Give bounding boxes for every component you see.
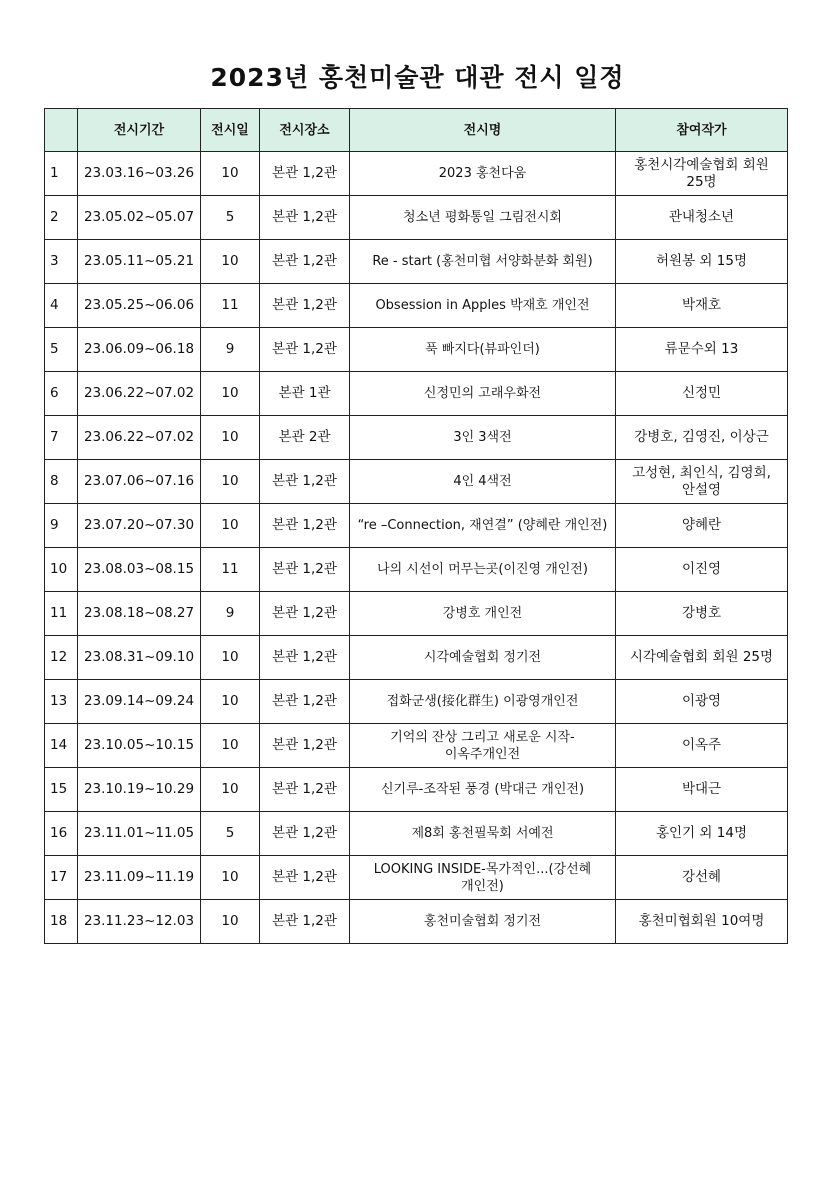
table-row [45, 504, 788, 548]
row-artist: 이옥주 [616, 724, 788, 768]
row-exhibition-name: 접화군생(接化群生) 이광영개인전 [350, 680, 616, 724]
table-row [45, 196, 788, 240]
row-exhibition-name: 4인 4색전 [350, 460, 616, 504]
row-number: 6 [45, 372, 78, 416]
row-place: 본관 1,2관 [260, 812, 350, 856]
row-place: 본관 1,2관 [260, 328, 350, 372]
row-artist: 강병호, 김영진, 이상근 [616, 416, 788, 460]
row-period: 23.09.14~09.24 [78, 680, 201, 724]
row-number: 9 [45, 504, 78, 548]
table-row [45, 724, 788, 768]
row-period: 23.08.18~08.27 [78, 592, 201, 636]
row-exhibition-name: 푹 빠지다(뷰파인더) [350, 328, 616, 372]
row-artist: 시각예술협회 회원 25명 [616, 636, 788, 680]
row-days: 10 [201, 460, 260, 504]
row-exhibition-name: 3인 3색전 [350, 416, 616, 460]
row-number: 18 [45, 900, 78, 944]
row-exhibition-name: 청소년 평화통일 그림전시회 [350, 196, 616, 240]
row-place: 본관 1,2관 [260, 460, 350, 504]
row-days: 5 [201, 196, 260, 240]
table-row [45, 812, 788, 856]
row-place: 본관 1,2관 [260, 284, 350, 328]
row-number: 17 [45, 856, 78, 900]
row-period: 23.11.01~11.05 [78, 812, 201, 856]
row-period: 23.06.09~06.18 [78, 328, 201, 372]
row-artist: 관내청소년 [616, 196, 788, 240]
row-period: 23.10.05~10.15 [78, 724, 201, 768]
row-days: 11 [201, 548, 260, 592]
row-period: 23.11.09~11.19 [78, 856, 201, 900]
row-period: 23.06.22~07.02 [78, 416, 201, 460]
row-number: 5 [45, 328, 78, 372]
row-place: 본관 1관 [260, 372, 350, 416]
row-place: 본관 1,2관 [260, 724, 350, 768]
table-row [45, 680, 788, 724]
row-days: 10 [201, 152, 260, 196]
table-row [45, 240, 788, 284]
row-period: 23.05.11~05.21 [78, 240, 201, 284]
row-place: 본관 2관 [260, 416, 350, 460]
header-artist: 참여작가 [616, 109, 788, 152]
row-number: 14 [45, 724, 78, 768]
row-exhibition-name: 신정민의 고래우화전 [350, 372, 616, 416]
row-days: 5 [201, 812, 260, 856]
row-exhibition-name: Re - start (홍천미협 서양화분화 회원) [350, 240, 616, 284]
table-row [45, 416, 788, 460]
header-no [45, 109, 78, 152]
row-artist: 홍천시각예술협회 회원 25명 [616, 152, 788, 196]
row-days: 11 [201, 284, 260, 328]
row-exhibition-name: 신기루-조작된 풍경 (박대근 개인전) [350, 768, 616, 812]
row-artist: 이광영 [616, 680, 788, 724]
row-artist: 홍천미협회원 10여명 [616, 900, 788, 944]
row-days: 10 [201, 900, 260, 944]
row-artist: 박재호 [616, 284, 788, 328]
table-row [45, 548, 788, 592]
row-exhibition-name: 나의 시선이 머무는곳(이진영 개인전) [350, 548, 616, 592]
row-period: 23.03.16~03.26 [78, 152, 201, 196]
table-row [45, 900, 788, 944]
row-period: 23.08.31~09.10 [78, 636, 201, 680]
row-exhibition-name: Obsession in Apples 박재호 개인전 [350, 284, 616, 328]
row-number: 16 [45, 812, 78, 856]
row-number: 12 [45, 636, 78, 680]
header-name: 전시명 [350, 109, 616, 152]
row-days: 10 [201, 724, 260, 768]
row-period: 23.07.20~07.30 [78, 504, 201, 548]
row-exhibition-name: 시각예술협회 정기전 [350, 636, 616, 680]
row-artist: 홍인기 외 14명 [616, 812, 788, 856]
row-place: 본관 1,2관 [260, 548, 350, 592]
row-place: 본관 1,2관 [260, 636, 350, 680]
row-number: 1 [45, 152, 78, 196]
header-days: 전시일 [201, 109, 260, 152]
header-period: 전시기간 [78, 109, 201, 152]
row-number: 10 [45, 548, 78, 592]
row-place: 본관 1,2관 [260, 900, 350, 944]
row-period: 23.05.25~06.06 [78, 284, 201, 328]
row-exhibition-name: 2023 홍천다움 [350, 152, 616, 196]
row-days: 10 [201, 372, 260, 416]
row-place: 본관 1,2관 [260, 680, 350, 724]
row-days: 10 [201, 416, 260, 460]
row-days: 10 [201, 240, 260, 284]
row-place: 본관 1,2관 [260, 856, 350, 900]
table-row [45, 284, 788, 328]
header-place: 전시장소 [260, 109, 350, 152]
row-exhibition-name: “re –Connection, 재연결” (양혜란 개인전) [350, 504, 616, 548]
row-artist: 강선혜 [616, 856, 788, 900]
row-number: 15 [45, 768, 78, 812]
row-place: 본관 1,2관 [260, 152, 350, 196]
table-row [45, 460, 788, 504]
row-days: 10 [201, 636, 260, 680]
document-title: 2023년 홍천미술관 대관 전시 일정 [210, 63, 625, 92]
row-artist: 고성현, 최인식, 김영희, 안설영 [616, 460, 788, 504]
row-artist: 이진영 [616, 548, 788, 592]
table-row [45, 592, 788, 636]
exhibition-schedule-table [44, 108, 788, 944]
row-artist: 양혜란 [616, 504, 788, 548]
row-exhibition-name: 강병호 개인전 [350, 592, 616, 636]
row-number: 3 [45, 240, 78, 284]
row-period: 23.07.06~07.16 [78, 460, 201, 504]
row-period: 23.08.03~08.15 [78, 548, 201, 592]
table-row [45, 636, 788, 680]
row-exhibition-name: 기억의 잔상 그리고 새로운 시작-이옥주개인전 [350, 724, 616, 768]
row-number: 13 [45, 680, 78, 724]
table-row [45, 372, 788, 416]
row-days: 9 [201, 328, 260, 372]
row-number: 2 [45, 196, 78, 240]
row-days: 10 [201, 680, 260, 724]
table-header-row [45, 109, 788, 152]
row-period: 23.05.02~05.07 [78, 196, 201, 240]
table-row [45, 856, 788, 900]
row-number: 11 [45, 592, 78, 636]
row-number: 4 [45, 284, 78, 328]
row-place: 본관 1,2관 [260, 504, 350, 548]
table-row [45, 328, 788, 372]
row-days: 10 [201, 768, 260, 812]
row-artist: 강병호 [616, 592, 788, 636]
row-days: 10 [201, 856, 260, 900]
table-row [45, 768, 788, 812]
row-place: 본관 1,2관 [260, 768, 350, 812]
row-period: 23.11.23~12.03 [78, 900, 201, 944]
table-row [45, 152, 788, 196]
row-artist: 허원봉 외 15명 [616, 240, 788, 284]
row-period: 23.06.22~07.02 [78, 372, 201, 416]
row-exhibition-name: 홍천미술협회 정기전 [350, 900, 616, 944]
row-place: 본관 1,2관 [260, 196, 350, 240]
row-place: 본관 1,2관 [260, 240, 350, 284]
row-artist: 박대근 [616, 768, 788, 812]
row-number: 8 [45, 460, 78, 504]
row-artist: 류문수외 13 [616, 328, 788, 372]
row-days: 10 [201, 504, 260, 548]
row-exhibition-name: LOOKING INSIDE-목가적인...(강선혜 개인전) [350, 856, 616, 900]
row-place: 본관 1,2관 [260, 592, 350, 636]
row-days: 9 [201, 592, 260, 636]
row-artist: 신정민 [616, 372, 788, 416]
row-period: 23.10.19~10.29 [78, 768, 201, 812]
row-number: 7 [45, 416, 78, 460]
row-exhibition-name: 제8회 홍천필묵회 서예전 [350, 812, 616, 856]
